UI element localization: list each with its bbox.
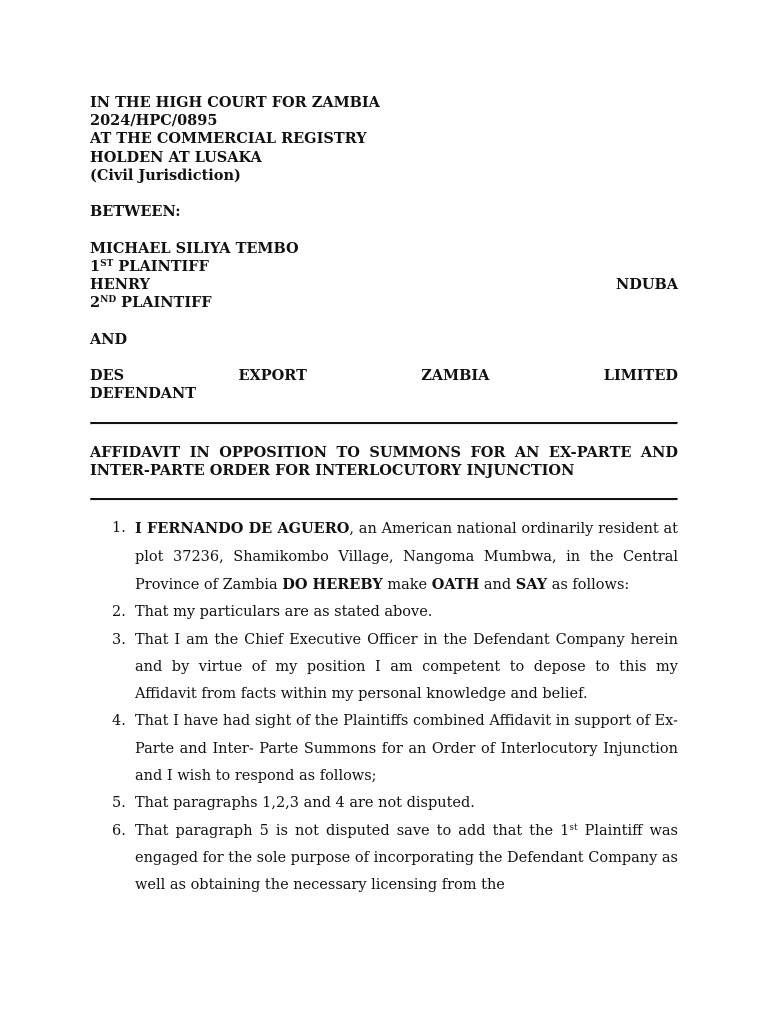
second-plaintiff-first-name: HENRY <box>90 276 150 293</box>
defendant-word: DES <box>90 366 125 384</box>
paragraph-number: 2. <box>112 604 126 621</box>
paragraph-text: That I am the Chief Executive Officer in the Defendant Company herein and by virtue of my position I am competent to depose to this my Affidavit from facts within my personal knowledge and belief. <box>135 631 678 703</box>
paragraph-4 <box>90 708 678 790</box>
defendant-word: ZAMBIA <box>421 366 490 384</box>
paragraph-6: 6. That paragraph 5 is not disputed save to add that the 1st Plaintiff was engaged for the sole purpose of incorporating the Defendant Company as well as obtaining the necessary licensing from the <box>90 818 678 900</box>
paragraph-number: 3. <box>112 631 126 648</box>
second-plaintiff-role: 2ND PLAINTIFF <box>90 294 212 312</box>
first-plaintiff-role: 1ST PLAINTIFF <box>90 257 209 275</box>
case-number: 2024/HPC/0895 <box>90 112 218 130</box>
paragraph-2 <box>90 599 678 626</box>
deponent-name: I FERNANDO DE AGUERO <box>135 520 350 538</box>
defendant-role: DEFENDANT <box>90 385 197 403</box>
document-page <box>90 94 678 900</box>
between-label: BETWEEN: <box>90 203 181 221</box>
title-rule-top <box>90 422 678 425</box>
paragraph-3 <box>90 627 678 709</box>
defendant-word: EXPORT <box>238 366 307 384</box>
title-rule-bottom <box>90 498 678 501</box>
defendant-name <box>90 367 678 385</box>
holden-at: HOLDEN AT LUSAKA <box>90 148 262 166</box>
second-plaintiff-last-name: NDUBA <box>616 276 678 293</box>
and-label: AND <box>90 330 128 348</box>
defendant-word: LIMITED <box>603 366 678 384</box>
paragraph-5 <box>90 790 678 817</box>
registry: AT THE COMMERCIAL REGISTRY <box>90 130 367 148</box>
paragraph-number: 4. <box>112 713 126 730</box>
jurisdiction: (Civil Jurisdiction) <box>90 166 241 184</box>
second-plaintiff-name <box>90 276 678 294</box>
case-header <box>90 94 678 403</box>
paragraph-number: 1. <box>112 520 126 537</box>
paragraph-text: That my particulars are as stated above. <box>135 604 433 621</box>
affidavit-paragraphs <box>90 515 678 899</box>
affidavit-title: AFFIDAVIT IN OPPOSITION TO SUMMONS FOR AN EX-PARTE AND INTER-PARTE ORDER FOR INTERLOCUTORY INJUNCTION <box>90 444 678 480</box>
paragraph-text: That I have had sight of the Plaintiffs combined Affidavit in support of Ex-Parte and Inter- Parte Summons for an Order of Interlocutory Injunction and I wish to respond as follows; <box>135 713 678 785</box>
paragraph-text: That paragraphs 1,2,3 and 4 are not disputed. <box>135 795 475 812</box>
first-plaintiff-name: MICHAEL SILIYA TEMBO <box>90 239 299 257</box>
paragraph-1: 1. I FERNANDO DE AGUERO, an American national ordinarily resident at plot 37236, Shamikombo Village, Nangoma Mumbwa, in the Central Province of Zambia DO HEREBY make OATH and SAY as follows: <box>90 515 678 599</box>
paragraph-number: 6. <box>112 822 126 839</box>
court-name: IN THE HIGH COURT FOR ZAMBIA <box>90 94 380 111</box>
paragraph-number: 5. <box>112 795 126 812</box>
